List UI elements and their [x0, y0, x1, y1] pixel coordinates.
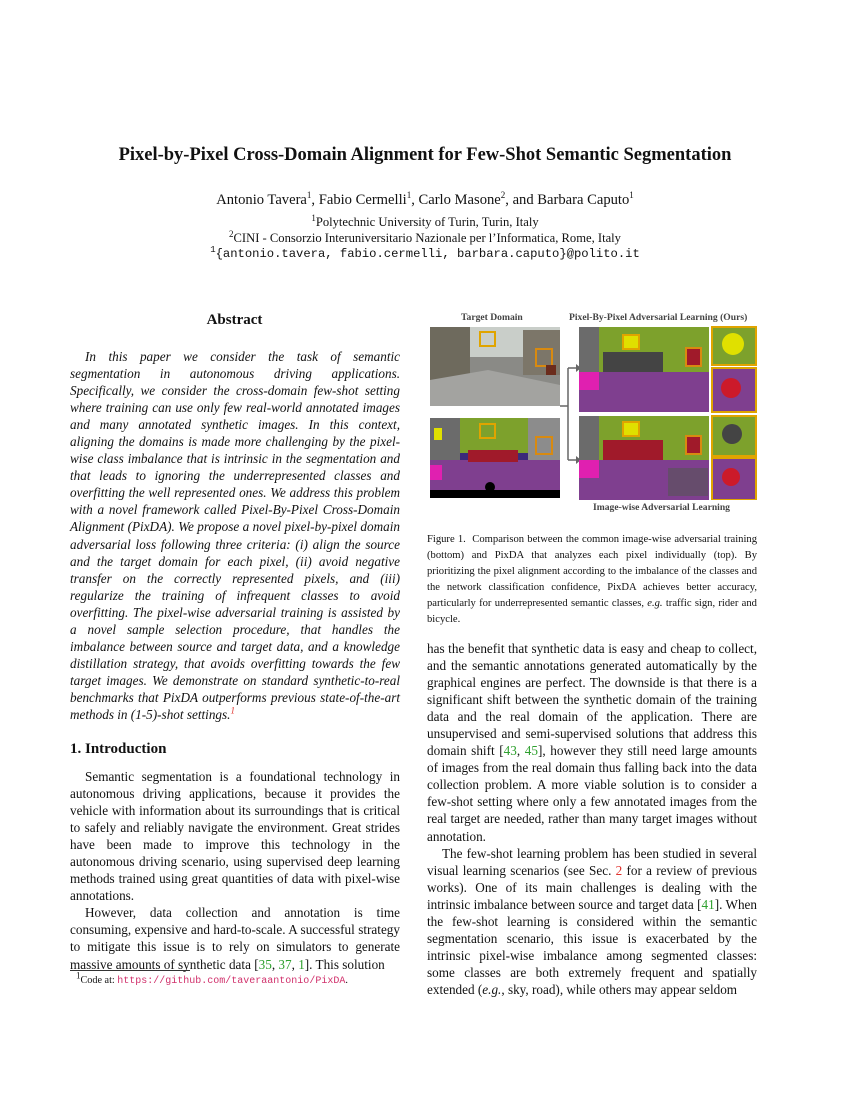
introduction-body [70, 768, 400, 973]
abstract-heading: Abstract [206, 312, 263, 328]
citation-link[interactable]: 41 [701, 896, 715, 912]
citation-link[interactable]: 43 [503, 743, 517, 759]
footnote-ref[interactable]: 1 [230, 705, 235, 716]
paragraph: However, data collection and annotation is time consuming, expensive and hard-to-scale. A successful strategy to mitigate this issue is to rely on simulators to generate massive amounts of synthetic data [35, 37, 1]. This solution [70, 905, 400, 972]
right-column-body [427, 640, 757, 998]
caption-eg: e.g. [647, 598, 663, 609]
footnote-label: Code at: [80, 975, 118, 986]
caption-prefix: Figure 1. [427, 534, 466, 545]
paragraph-text: has the benefit that synthetic data is easy and cheap to collect, and the semantic annotations generated automatically by the graphical engines are perfect. The downside is that there is a significant shift between the synthetic domain of the training data and the real domain of the application. There are unsupervised and semi-supervised solutions that address this domain shift [ [427, 641, 757, 759]
caption-text: Comparison between the common image-wise adversarial training (bottom) and PixDA that analyzes each pixel individually (top). By prioritizing the pixel alignment according to the imbalance of the classes and the network classification confidence, PixDA achieves better accuracy, particularly for underrepresented semantic classes, [427, 534, 757, 609]
paragraph-text: ], however they still need large amounts of images from the real domain thus falling back into the data collection problem. A more viable solution is to consider a few-shot setting where only a few annotated images from the real target are needed, rather than many target images without annotation. [427, 743, 757, 844]
paragraph: has the benefit that synthetic data is easy and cheap to collect, and the semantic annotations generated automatically by the graphical engines are perfect. The downside is that there is a significant shift between the synthetic domain of the training data and the real domain of the application. There are unsupervised and semi-supervised solutions that address this domain shift [43, 45], however they still need large amounts of images from the real domain thus falling back into the data collection problem. A more viable solution is to consider a few-shot setting where only a few annotated images from the real target are needed, rather than many target images without annotation. [427, 641, 757, 844]
author-list: Antonio Tavera$^1$, Fabio Cermelli$^1$, Carlo Masone$^2$, and Barbara Caputo$^1$ [216, 190, 634, 208]
image-result [579, 416, 756, 500]
footnote-end: . [345, 975, 348, 986]
paragraph-text: However, data collection and annotation is time consuming, expensive and hard-to-scale. A successful strategy to mitigate this issue is to rely on simulators to generate massive amounts of synthetic data [ [70, 905, 400, 972]
target-photo [430, 327, 560, 406]
citation-link[interactable]: 35 [258, 956, 272, 972]
author-affil: 2 [500, 190, 506, 201]
email-text: {antonio.tavera, fabio.cermelli, barbara.caputo}@polito.it [215, 247, 640, 261]
paragraph-text: The few-shot learning problem has been studied in several visual learning scenarios (see Sec. [427, 845, 757, 878]
label-target-domain: Target Domain [461, 312, 523, 323]
caption-end: traffic sign, rider and bicycle. [427, 598, 757, 625]
citation-link[interactable]: 37 [278, 956, 292, 972]
affil-text: Polytechnic University of Turin, Turin, Italy [315, 215, 539, 229]
affil-mark: 1 [311, 212, 316, 223]
author-name: Fabio Cermelli [318, 192, 407, 208]
paragraph-text: for a review of previous works). One of its main challenges is dealing with the intrinsic imbalance between source and target data [ [427, 862, 758, 912]
footnote-mark: 1 [76, 970, 81, 981]
paragraph-text: ]. This solution [304, 956, 385, 972]
paragraph-text: ]. When the few-shot learning is considered within the semantic segmentation scenario, this issue is exacerbated by the intrinsic pixel-wise imbalance among segmented classes: some classes are both extremely frequent and spatially extended ( [427, 896, 757, 997]
figure-1 [428, 310, 758, 520]
section-link[interactable]: 2 [615, 862, 623, 878]
abstract-body [70, 348, 400, 723]
flow-arrows [560, 364, 581, 464]
affil-text: CINI - Consorzio Interuniversitario Nazionale per l’Informatica, Rome, Italy [233, 231, 621, 245]
affiliation [0, 228, 850, 246]
section-heading-introduction: 1. Introduction [70, 741, 167, 757]
author-affil: 1 [406, 190, 412, 201]
abstract-text: In this paper we consider the task of semantic segmentation in autonomous driving applications. Specifically, we consider the cross-domain few-shot setting where training can use only few real-world annotated images and many annotated synthetic images. In this context, aligning the domains is made more challenging by the pixel-wise class imbalance that is intrinsic in the segmentation and that leads to ignoring the underrepresented classes and overfitting the well represented ones. We address this problem with a novel framework called Pixel-By-Pixel Cross-Domain Alignment (PixDA). We propose a novel pixel-by-pixel domain adversarial loss following three criteria: (i) align the source and the target domain for each pixel, (ii) avoid negative transfer on the correctly represented pixels, and (iii) regularize the training of infrequent classes to avoid overfitting. The pixel-wise adversarial training is assisted by a novel sample selection procedure, that handles the imbalance between source and target data, and a knowledge distillation strategy, that avoids overfitting towards the few target images. We demonstrate on standard synthetic-to-real benchmarks that PixDA outperforms previous state-of-the-art methods in (1-5)-shot settings. [70, 349, 400, 722]
figure-images [428, 310, 758, 500]
paragraph [427, 845, 757, 998]
author-name: Carlo Masone [418, 192, 501, 208]
author-name: Antonio Tavera [216, 192, 307, 208]
affil-mark: 1 [210, 244, 216, 255]
affil-mark: 2 [229, 228, 234, 239]
figure-caption [427, 532, 757, 628]
pixel-result [579, 327, 756, 412]
citation-link[interactable]: 45 [524, 743, 538, 759]
author-affil: 1 [629, 190, 634, 201]
footnote [76, 970, 348, 987]
footnote-rule [70, 970, 190, 971]
author-name: Barbara Caputo [537, 192, 630, 208]
author-affil: 1 [306, 190, 312, 201]
paper-title: Pixel-by-Pixel Cross-Domain Alignment for Few-Shot Semantic Segmentation [118, 145, 732, 165]
label-image-adversarial: Image-wise Adversarial Learning [593, 502, 730, 513]
code-url-link[interactable]: https://github.com/taveraantonio/PixDA [117, 976, 346, 987]
paragraph: Semantic segmentation is a foundational technology in autonomous driving applications, because it provides the vehicle with information about its surroundings that is critical to safely and reliably navigate the environment. Great strides have been made to improve this technology in the autonomous driving scenario, using supervised deep learning methods trained using great quantities of data with pixel-wise annotations. [70, 769, 400, 904]
citation-link[interactable]: 1 [298, 956, 305, 972]
target-segmentation [430, 418, 560, 498]
eg-text: e.g. [482, 981, 502, 997]
affiliation [0, 212, 850, 230]
paragraph-text: , sky, road), while others may appear seldom [501, 981, 738, 997]
author-emails [0, 244, 850, 261]
label-pixel-adversarial: Pixel-By-Pixel Adversarial Learning (Ours) [569, 312, 748, 323]
